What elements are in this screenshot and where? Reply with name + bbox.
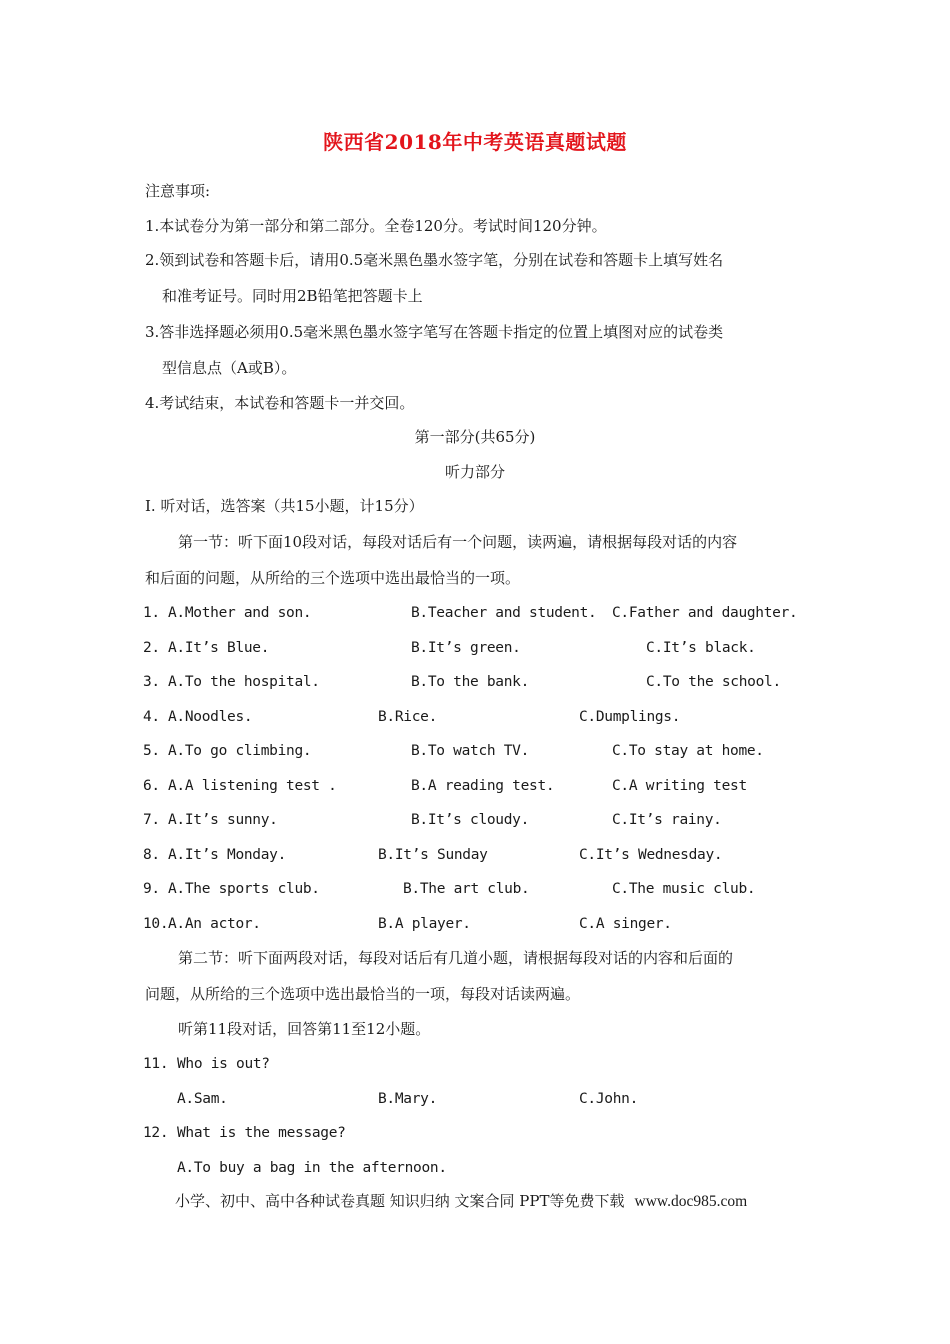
- page-title: 陕西省2018年中考英语真题试题: [323, 130, 627, 154]
- part1-heading: 第一部分(共65分): [414, 428, 536, 446]
- option-b: B.It’s Sunday: [378, 847, 488, 863]
- option-c: C.A writing test: [612, 778, 747, 794]
- option-c: C.The music club.: [612, 881, 756, 897]
- notice-item-3: 3.答非选择题必须用0.5毫米黑色墨水签字笔写在答题卡指定的位置上填图对应的试卷类: [145, 323, 724, 341]
- option-a: A.To go climbing.: [168, 743, 312, 759]
- section1-intro-cont: 和后面的问题，从所给的三个选项中选出最恰当的一项。: [145, 569, 521, 587]
- notice-heading: 注意事项:: [145, 182, 211, 200]
- option-a: A.Noodles.: [168, 709, 253, 725]
- option-c: C.It’s black.: [646, 640, 756, 656]
- option-b: B.Rice.: [378, 709, 438, 725]
- question-number: 1.: [143, 605, 160, 621]
- option-c: C.Father and daughter.: [612, 605, 798, 621]
- section2-intro: 第二节：听下面两段对话，每段对话后有几道小题，请根据每段对话的内容和后面的: [178, 949, 734, 967]
- option-c: C.To the school.: [646, 674, 781, 690]
- notice-item-1: 1.本试卷分为第一部分和第二部分。全卷120分。考试时间120分钟。: [145, 217, 607, 235]
- option-a: A.The sports club.: [168, 881, 320, 897]
- section2-intro-cont: 问题，从所给的三个选项中选出最恰当的一项，每段对话读两遍。: [145, 985, 581, 1003]
- question-number: 6.: [143, 778, 160, 794]
- option-c: C.It’s rainy.: [612, 812, 722, 828]
- question-number: 4.: [143, 709, 160, 725]
- question-number: 11.: [143, 1056, 169, 1072]
- option-a: A.To the hospital.: [168, 674, 320, 690]
- option-c: C.Dumplings.: [579, 709, 681, 725]
- question-number: 7.: [143, 812, 160, 828]
- listening-heading: 听力部分: [444, 463, 505, 481]
- option-a: A.Mother and son.: [168, 605, 312, 621]
- option-b: B.To watch TV.: [411, 743, 530, 759]
- question-number: 8.: [143, 847, 160, 863]
- option-b: B.Mary.: [378, 1091, 438, 1107]
- question-number: 5.: [143, 743, 160, 759]
- page-footer: [175, 1190, 747, 1213]
- option-b: B.It’s cloudy.: [411, 812, 530, 828]
- question-number: 12.: [143, 1125, 169, 1141]
- notice-item-2-cont: 和准考证号。同时用2B铅笔把答题卡上: [162, 287, 423, 305]
- notice-item-2: 2.领到试卷和答题卡后，请用0.5毫米黑色墨水签字笔，分别在试卷和答题卡上填写姓名: [145, 251, 724, 269]
- option-b: B.A player.: [378, 916, 471, 932]
- option-c: C.To stay at home.: [612, 743, 764, 759]
- option-c: C.It’s Wednesday.: [579, 847, 723, 863]
- option-a: A.It’s Blue.: [168, 640, 270, 656]
- option-c: C.John.: [579, 1091, 639, 1107]
- option-a: A.To buy a bag in the afternoon.: [177, 1160, 447, 1176]
- option-b: B.Teacher and student.: [411, 605, 597, 621]
- question-text: Who is out?: [177, 1056, 270, 1072]
- option-b: B.It’s green.: [411, 640, 521, 656]
- notice-item-4: 4.考试结束，本试卷和答题卡一并交回。: [145, 394, 415, 412]
- question-number: 2.: [143, 640, 160, 656]
- option-b: B.A reading test.: [411, 778, 555, 794]
- option-a: A.A listening test .: [168, 778, 337, 794]
- question-text: What is the message?: [177, 1125, 346, 1141]
- footer-site-link[interactable]: www.doc985.com: [634, 1193, 748, 1210]
- option-a: A.It’s Monday.: [168, 847, 287, 863]
- option-a: A.It’s sunny.: [168, 812, 278, 828]
- option-a: A.An actor.: [168, 916, 261, 932]
- option-a: A.Sam.: [177, 1091, 228, 1107]
- option-c: C.A singer.: [579, 916, 672, 932]
- question-number: 9.: [143, 881, 160, 897]
- section1-intro: 第一节：听下面10段对话，每段对话后有一个问题，读两遍，请根据每段对话的内容: [178, 533, 738, 551]
- dialog-11-heading: 听第11段对话，回答第11至12小题。: [178, 1020, 431, 1038]
- notice-item-3-cont: 型信息点（A或B）。: [162, 359, 297, 377]
- option-b: B.To the bank.: [411, 674, 530, 690]
- footer-text: 小学、初中、高中各种试卷真题 知识归纳 文案合同 PPT等免费下载: [175, 1192, 625, 1210]
- option-b: B.The art club.: [403, 881, 530, 897]
- question-number: 3.: [143, 674, 160, 690]
- question-number: 10.: [143, 916, 169, 932]
- section1-heading: Ⅰ. 听对话，选答案（共15小题，计15分）: [145, 497, 424, 515]
